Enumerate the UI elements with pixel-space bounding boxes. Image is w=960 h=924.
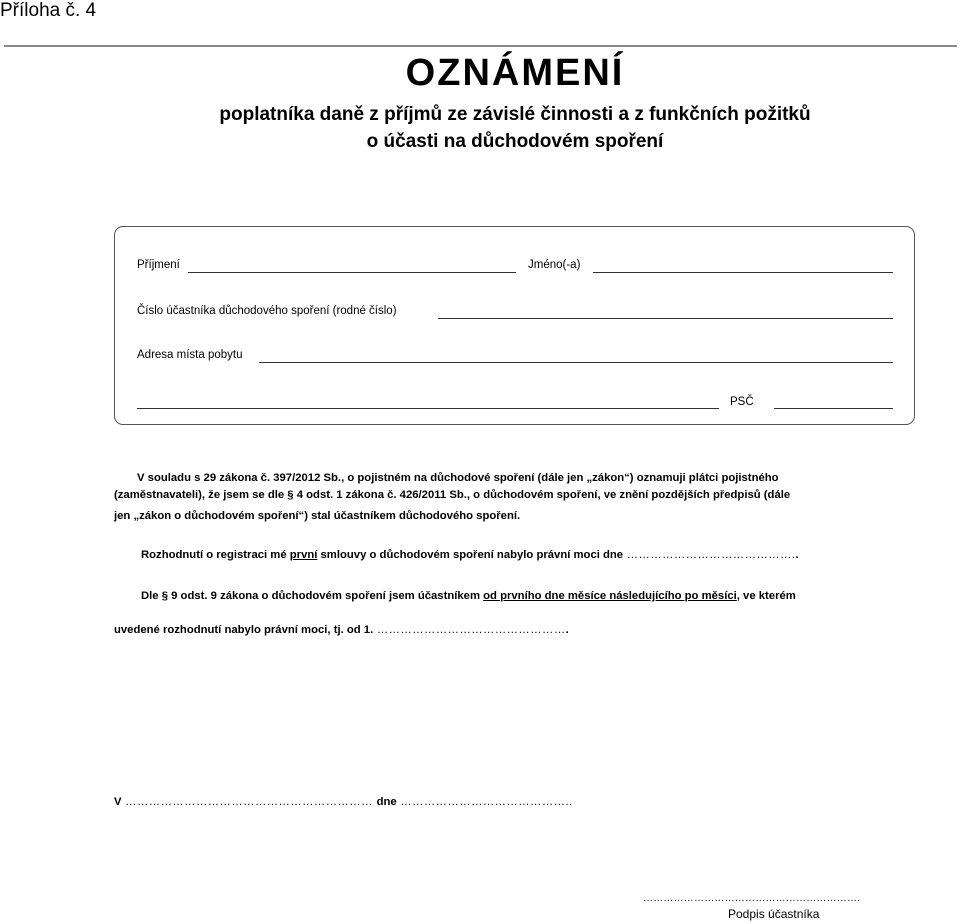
place-field[interactable]: ……………………………………………………… — [121, 796, 377, 808]
surname-label: Příjmení — [137, 259, 180, 271]
statement-line2: (zaměstnavateli), že jsem se dle § 4 odst. 1 zákona č. 426/2011 Sb., o důchodovém spoření, ve znění pozdějších předpisů (dále — [114, 489, 791, 501]
participation-text-underlined: od prvního dne měsíce následujícího po měsíci — [483, 590, 737, 602]
decision-text-end: . — [795, 549, 799, 561]
first-name-label: Jméno(-a) — [528, 259, 581, 271]
decision-sentence — [141, 549, 799, 561]
participation-text-pre: Dle § 9 odst. 9 zákona o důchodovém spoření jsem účastníkem — [141, 590, 484, 602]
document-subtitle-line2: o účasti na důchodovém spoření — [366, 131, 664, 152]
zip-label: PSČ — [730, 396, 754, 408]
participation-line2 — [114, 624, 569, 636]
surname-field[interactable] — [188, 272, 516, 273]
zip-field[interactable] — [774, 408, 893, 409]
decision-date-field[interactable]: ……………………………………. — [623, 549, 796, 561]
signature-field[interactable]: ………………………………………………………. — [643, 893, 861, 904]
address-field-line2[interactable] — [137, 408, 719, 409]
participation-line2-text: uvedené rozhodnutí nabylo právní moci, tj. od 1. — [114, 624, 374, 636]
header-divider — [4, 45, 957, 47]
participant-number-field[interactable] — [438, 318, 893, 319]
place-date-line — [114, 796, 573, 808]
participation-text-post: , ve kterém — [736, 590, 796, 602]
date-label: dne — [376, 796, 397, 808]
decision-text-underlined: první — [289, 549, 318, 561]
address-field[interactable] — [259, 362, 893, 363]
participation-line1 — [141, 590, 796, 602]
signature-label: Podpis účastníka — [728, 907, 820, 921]
participation-date-field[interactable]: ………………………………………… — [373, 624, 566, 636]
statement-line1: V souladu s 29 zákona č. 397/2012 Sb., o pojistném na důchodové spoření (dále jen „zákon“) oznamuji plátci pojistného — [137, 472, 779, 484]
first-name-field[interactable] — [593, 272, 893, 273]
decision-text-post: smlouvy o důchodovém spoření nabylo právní moci dne — [317, 549, 624, 561]
place-label: V — [114, 796, 122, 808]
decision-text-pre: Rozhodnutí o registraci mé — [141, 549, 290, 561]
document-title: OZNÁMENÍ — [405, 52, 625, 94]
date-field[interactable]: …………………………………….. — [396, 796, 573, 808]
annex-label: Příloha č. 4 — [0, 0, 97, 21]
statement-line3: jen „zákon o důchodovém spoření“) stal účastníkem důchodového spoření. — [114, 510, 521, 522]
participant-number-label: Číslo účastníka důchodového spoření (rodné číslo) — [137, 305, 397, 317]
participation-line2-end: . — [565, 624, 569, 636]
personal-data-box — [114, 226, 915, 425]
address-label: Adresa místa pobytu — [137, 349, 243, 361]
document-subtitle-line1: poplatníka daně z příjmů ze závislé činnosti a z funkčních požitků — [219, 104, 811, 125]
